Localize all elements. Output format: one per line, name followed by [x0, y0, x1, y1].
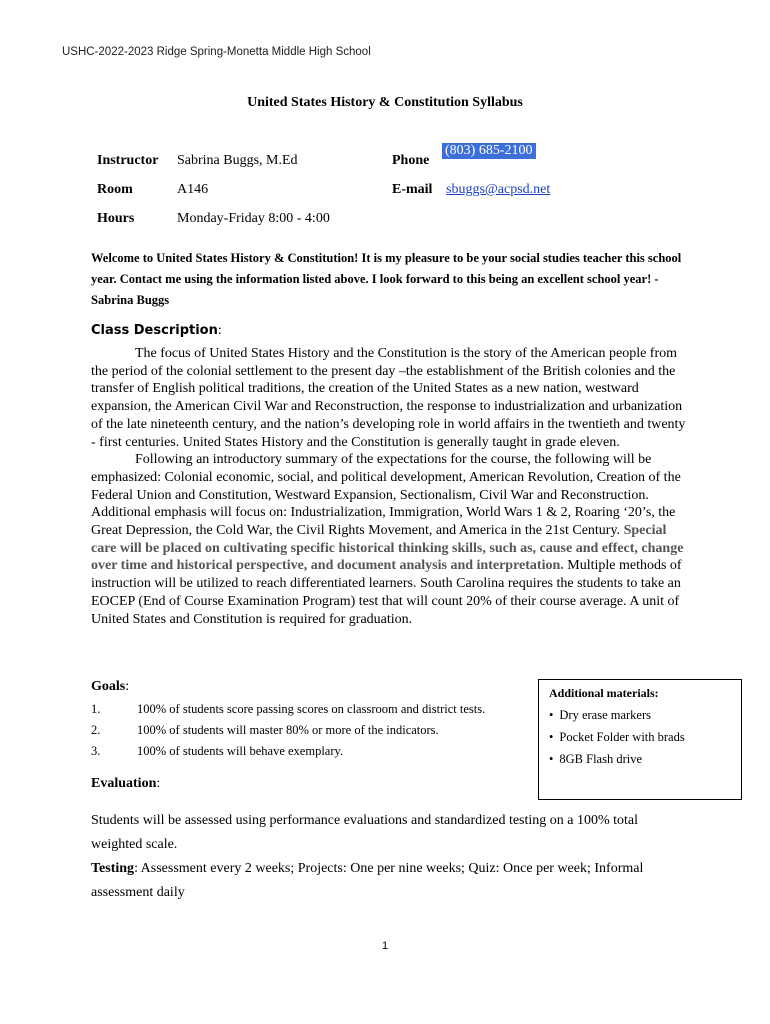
goal-item: [91, 744, 343, 759]
email-label: E-mail: [392, 182, 433, 197]
materials-list: [549, 704, 685, 770]
materials-item: • Pocket Folder with brads: [549, 726, 685, 748]
page-number: 1: [381, 940, 389, 952]
room-value: A146: [177, 182, 209, 197]
evaluation-colon: :: [156, 776, 161, 791]
paragraph-2-end: Multiple methods of instruction will be utilized to reach differentiated learners. South Carolina requires the students to take an EOCEP (End of Course Examination Program) test that will count 20% of their course average. A unit of United States and Constitution is required for graduation.: [91, 558, 682, 627]
materials-item: • 8GB Flash drive: [549, 748, 685, 770]
goals-colon: :: [125, 679, 130, 694]
running-header: USHC-2022-2023 Ridge Spring-Monetta Middle High School: [62, 46, 371, 58]
email-link[interactable]: sbuggs@acpsd.net: [446, 182, 551, 197]
instructor-value: Sabrina Buggs, M.Ed: [177, 153, 298, 168]
class-description-title: Class Description: [91, 323, 218, 338]
testing-text: : Assessment every 2 weeks; Projects: One per nine weeks; Quiz: Once per week; Informal assessment daily: [91, 861, 644, 900]
paragraph-2-emphasis: Special care will be placed on cultivating specific historical thinking skills, such as, cause and effect, change over time and historical perspective, and document analysis and interpretation.: [91, 523, 684, 574]
evaluation-heading: [91, 776, 160, 792]
class-description-body: [91, 345, 686, 628]
goal-text: 100% of students will master 80% or more of the indicators.: [137, 723, 439, 737]
goal-item: [91, 723, 439, 738]
hours-value: Monday-Friday 8:00 - 4:00: [177, 211, 330, 226]
class-description-colon: :: [217, 323, 222, 338]
evaluation-text: Students will be assessed using performance evaluations and standardized testing on a 100% total weighted scale.: [91, 813, 639, 852]
hours-label: Hours: [97, 211, 135, 226]
goal-text: 100% of students will behave exemplary.: [137, 744, 344, 758]
evaluation-title: Evaluation: [91, 776, 157, 791]
evaluation-body: [91, 809, 661, 905]
testing-label: Testing: [91, 861, 135, 876]
description-paragraph-2: [91, 451, 686, 628]
goal-text: 100% of students score passing scores on classroom and district tests.: [137, 702, 486, 716]
phone-value[interactable]: (803) 685-2100: [442, 143, 536, 159]
additional-materials-title: Additional materials:: [549, 686, 659, 700]
additional-materials-box: [538, 679, 742, 800]
goal-number: 3.: [91, 744, 101, 758]
welcome-message: Welcome to United States History & Constitution! It is my pleasure to be your social studies teacher this school year. Contact me using the information listed above. I look forward to this being an excellent school year! -Sabrina Buggs: [91, 251, 682, 307]
paragraph-2-start: Following an introductory summary of the expectations for the course, the following will be emphasized: Colonial economic, social, and political development, American Revolution, Creation of the Federal Union and Constitution, Westward Expansion, Sectionalism, Civil War and Reconstruction. Additional emphasis will focus on: Industrialization, Immigration, World Wars 1 & 2, Roaring ‘20’s, the Great Depression, the Cold War, the Civil Rights Movement, and America in the 21st Century.: [91, 452, 681, 539]
description-paragraph-1: The focus of United States History and the Constitution is the story of the American people from the period of the colonial settlement to the present day –the establishment of the British colonies and the transfer of English political traditions, the creation of the United States as a new nation, westward expansion, the American Civil War and Reconstruction, the response to industrialization and urbanization of the late nineteenth century, and the nation’s developing role in world affairs in the twentieth and twenty - first centuries. United States History and the Constitution is generally taught in grade eleven.: [91, 346, 686, 450]
document-title: United States History & Constitution Syllabus: [247, 95, 523, 110]
instructor-label: Instructor: [97, 153, 159, 168]
testing-line: [91, 857, 661, 905]
goal-number: 1.: [91, 702, 101, 716]
materials-item: • Dry erase markers: [549, 704, 685, 726]
goals-heading: [91, 679, 129, 695]
goal-item: [91, 702, 485, 717]
room-label: Room: [97, 182, 133, 197]
phone-label: Phone: [392, 153, 430, 168]
goals-title: Goals: [91, 679, 126, 694]
class-description-heading: [91, 323, 222, 339]
goal-number: 2.: [91, 723, 101, 737]
